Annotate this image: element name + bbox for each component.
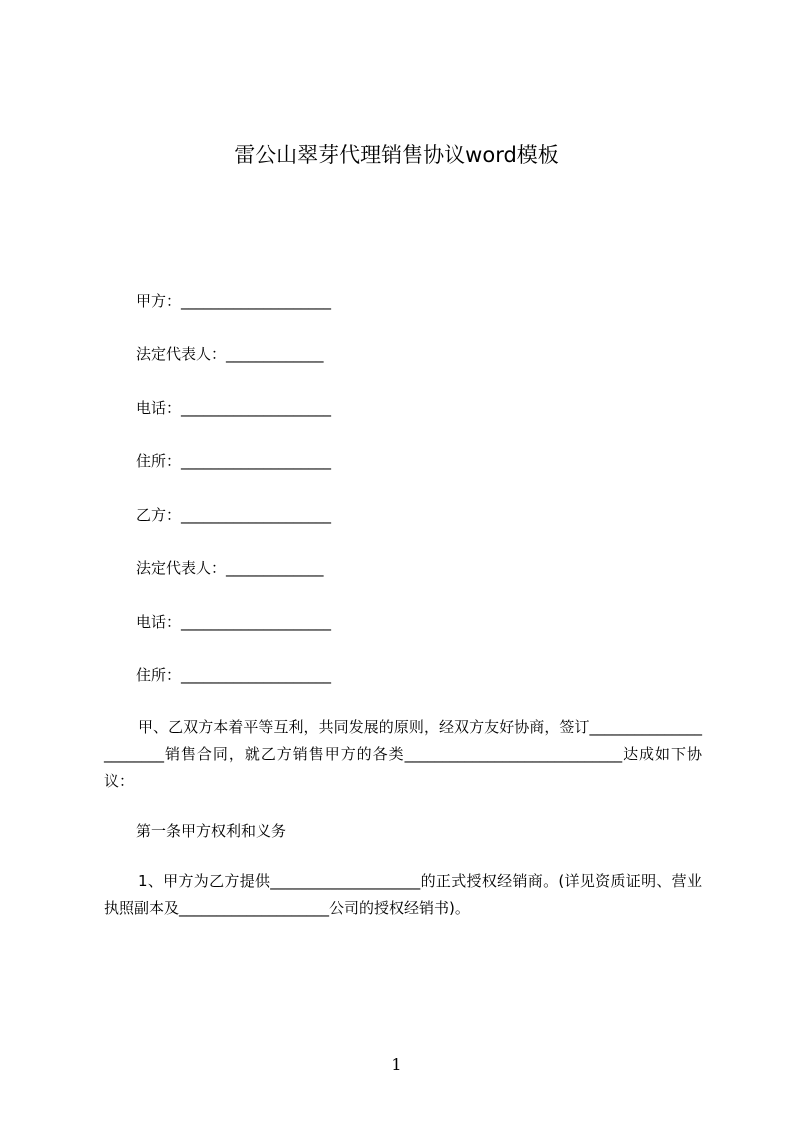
party-b-field: 乙方：____________________ xyxy=(136,506,332,524)
article-1-clause-1: 1、甲方为乙方提供____________________的正式授权经销商。(详见资质证明、营业执照副本及____________________公司的授权经销书)。 xyxy=(104,872,702,917)
page-number: 1 xyxy=(391,1055,402,1074)
article-1-heading: 第一条甲方权利和义务 xyxy=(136,822,287,840)
agreement-intro-paragraph: 甲、乙双方本着平等互利，共同发展的原则，经双方友好协商，签订_______________________销售合同，就乙方销售甲方的各类_____________________________达成如下协议： xyxy=(104,718,702,790)
party-a-address-field: 住所：____________________ xyxy=(136,452,332,470)
document-title: 雷公山翠芽代理销售协议word模板 xyxy=(234,143,559,167)
party-b-address-field: 住所：____________________ xyxy=(136,666,332,684)
party-b-phone-field: 电话：____________________ xyxy=(136,613,332,631)
party-a-field: 甲方：____________________ xyxy=(136,292,332,310)
party-a-legal-representative-field: 法定代表人：_____________ xyxy=(136,345,324,363)
party-b-legal-representative-field: 法定代表人：_____________ xyxy=(136,559,324,577)
party-a-phone-field: 电话：____________________ xyxy=(136,399,332,417)
